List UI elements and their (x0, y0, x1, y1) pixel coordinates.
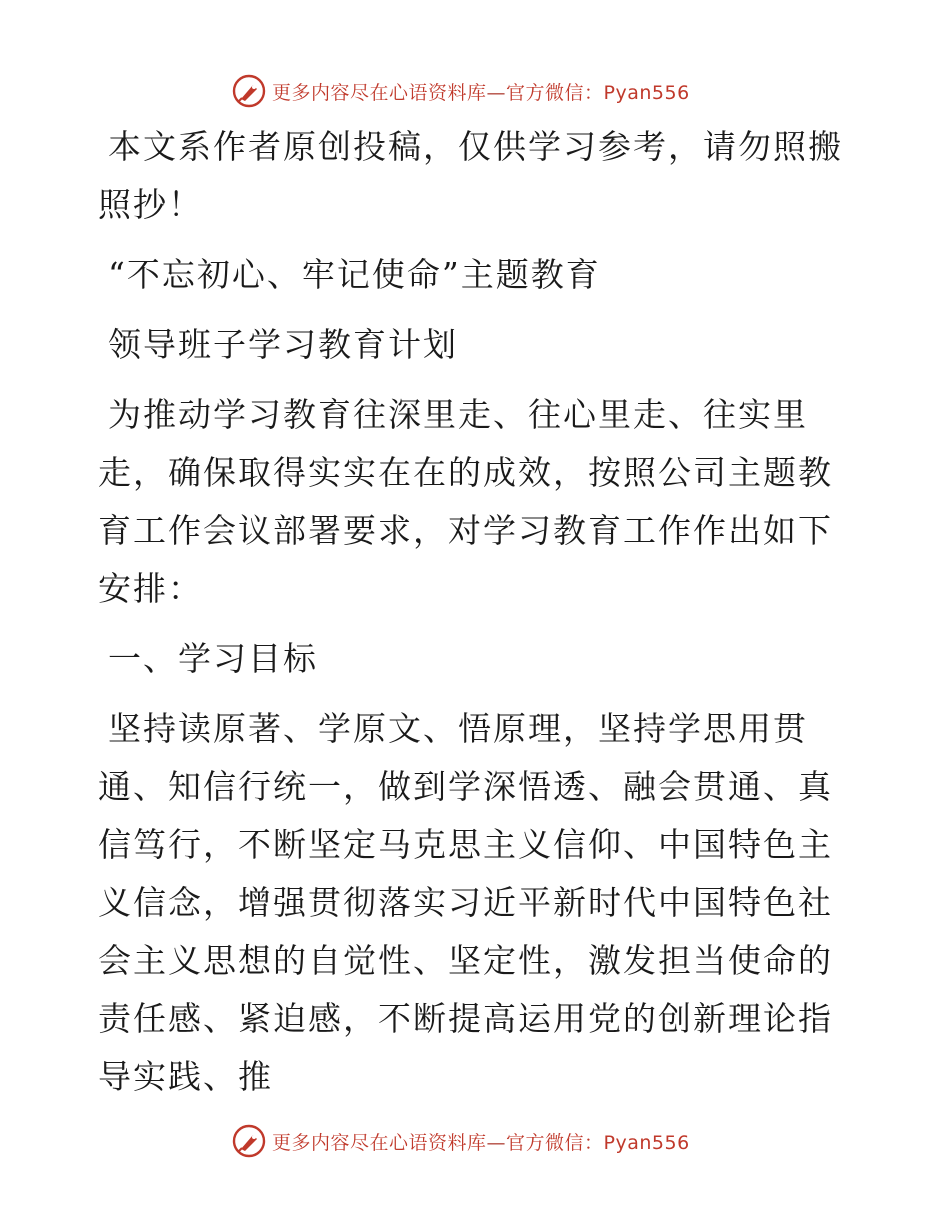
document-body (98, 118, 858, 1106)
copyright-notice: 本文系作者原创投稿，仅供学习参考，请勿照搬照抄！ (98, 127, 843, 224)
pen-nib-circle-icon (232, 1124, 266, 1158)
watermark-text: 更多内容尽在心语资料库—官方微信：Pyan556 (272, 1131, 690, 1154)
section-heading: 一、学习目标 (108, 639, 318, 678)
document-subtitle: 领导班子学习教育计划 (108, 325, 458, 364)
document-title: “不忘初心、牢记使命”主题教育 (108, 255, 601, 294)
footer-watermark (232, 1121, 690, 1161)
section-body: 坚持读原著、学原文、悟原理，坚持学思用贯通、知信行统一，做到学深悟透、融会贯通、真信笃行，不断坚定马克思主义信仰、中国特色主义信念，增强贯彻落实习近平新时代中国特色社会主义思想的自觉性、坚定性，激发担当使命的责任感、紧迫感，不断提高运用党的创新理论指导实践、推 (98, 709, 833, 1096)
watermark-text: 更多内容尽在心语资料库—官方微信：Pyan556 (272, 81, 690, 104)
header-watermark (232, 71, 690, 111)
intro-paragraph: 为推动学习教育往深里走、往心里走、往实里走，确保取得实实在在的成效，按照公司主题教育工作会议部署要求，对学习教育工作作出如下安排： (98, 395, 833, 608)
pen-nib-circle-icon (232, 74, 266, 108)
